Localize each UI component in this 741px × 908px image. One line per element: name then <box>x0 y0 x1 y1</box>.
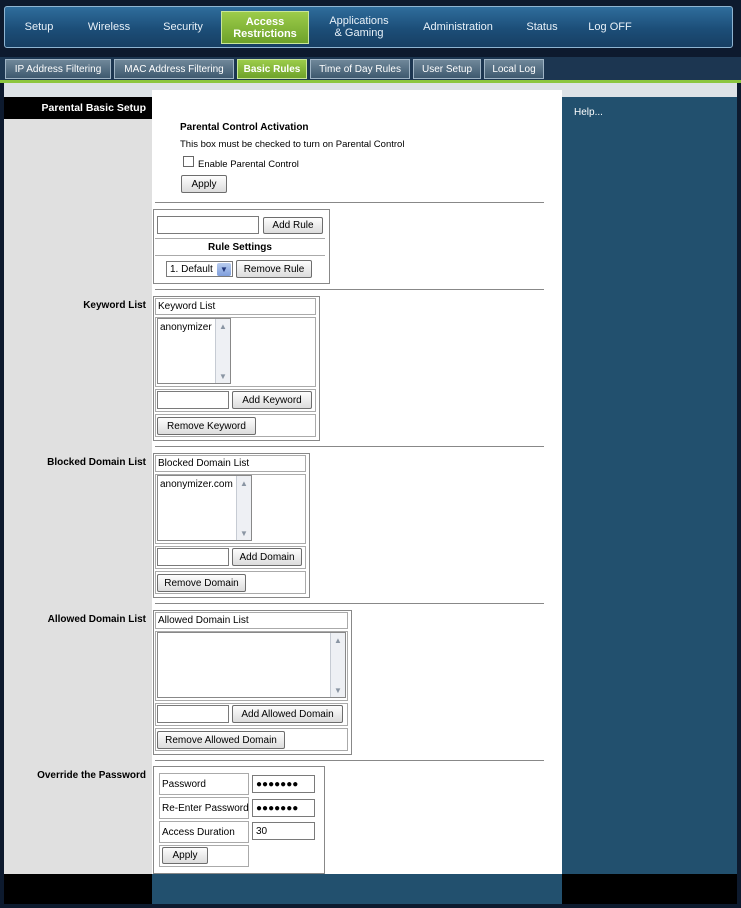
scroll-down-icon[interactable]: ▼ <box>219 371 227 381</box>
add-keyword-button[interactable]: Add Keyword <box>232 391 312 409</box>
top-navigation <box>4 6 733 48</box>
divider <box>155 289 544 290</box>
override-password-label: Override the Password <box>37 770 146 781</box>
blocked-domain-list-header: Blocked Domain List <box>155 455 306 472</box>
allowed-domain-scrollbar[interactable] <box>330 633 345 697</box>
activation-title: Parental Control Activation <box>180 122 309 133</box>
remove-allowed-domain-button[interactable]: Remove Allowed Domain <box>157 731 285 749</box>
scroll-up-icon[interactable]: ▲ <box>219 321 227 331</box>
keyword-listbox[interactable] <box>157 318 231 384</box>
password-input[interactable]: ●●●●●●● <box>252 775 315 793</box>
divider <box>155 603 544 604</box>
rule-name-input[interactable] <box>157 216 259 234</box>
scroll-up-icon[interactable]: ▲ <box>334 635 342 645</box>
tab-basic-rules[interactable]: Basic Rules <box>237 59 307 79</box>
tab-mac-address-filtering[interactable]: MAC Address Filtering <box>114 59 234 79</box>
add-allowed-domain-button[interactable]: Add Allowed Domain <box>232 705 343 723</box>
rule-select-value: 1. Default <box>170 263 213 275</box>
scroll-down-icon[interactable]: ▼ <box>240 528 248 538</box>
blocked-domain-scrollbar[interactable] <box>236 476 251 540</box>
nav-status[interactable]: Status <box>526 21 558 33</box>
password-apply-button[interactable]: Apply <box>162 847 208 864</box>
tab-local-log[interactable]: Local Log <box>484 59 544 79</box>
scroll-down-icon[interactable]: ▼ <box>334 685 342 695</box>
blocked-domain-input[interactable] <box>157 548 229 566</box>
remove-keyword-button[interactable]: Remove Keyword <box>157 417 256 435</box>
nav-wireless[interactable]: Wireless <box>87 21 131 33</box>
nav-applications-gaming[interactable]: Applications & Gaming <box>329 15 389 39</box>
reenter-password-label: Re-Enter Password <box>159 797 249 819</box>
tab-ip-address-filtering[interactable]: IP Address Filtering <box>5 59 111 79</box>
remove-rule-button[interactable]: Remove Rule <box>236 260 312 278</box>
enable-parental-control-checkbox[interactable] <box>183 156 194 167</box>
section-header-title: Parental Basic Setup <box>41 102 146 114</box>
nav-access-restrictions[interactable]: Access Restrictions <box>221 11 309 44</box>
enable-parental-control-label: Enable Parental Control <box>198 159 299 170</box>
keyword-input[interactable] <box>157 391 229 409</box>
divider <box>155 446 544 447</box>
tab-time-of-day-rules[interactable]: Time of Day Rules <box>310 59 410 79</box>
sub-tabs <box>0 57 741 81</box>
activation-note: This box must be checked to turn on Parental Control <box>180 139 405 150</box>
allowed-domain-list-label: Allowed Domain List <box>47 614 146 625</box>
allowed-domain-list-header: Allowed Domain List <box>155 612 348 629</box>
rule-select[interactable] <box>166 261 233 277</box>
chevron-down-icon: ▼ <box>217 263 231 276</box>
tab-user-setup[interactable]: User Setup <box>413 59 481 79</box>
keyword-scrollbar[interactable] <box>215 319 230 383</box>
keyword-item[interactable]: anonymizer <box>160 322 212 333</box>
reenter-password-input[interactable]: ●●●●●●● <box>252 799 315 817</box>
allowed-domain-input[interactable] <box>157 705 229 723</box>
help-panel <box>562 97 737 874</box>
section-header <box>4 97 152 119</box>
left-panel <box>4 97 152 874</box>
add-domain-button[interactable]: Add Domain <box>232 548 302 566</box>
divider <box>155 760 544 761</box>
activation-apply-button[interactable]: Apply <box>181 175 227 193</box>
help-link[interactable]: Help... <box>574 107 603 118</box>
rule-settings-header: Rule Settings <box>155 238 325 256</box>
keyword-list-header: Keyword List <box>155 298 316 315</box>
nav-log-off[interactable]: Log OFF <box>588 21 632 33</box>
remove-domain-button[interactable]: Remove Domain <box>157 574 246 592</box>
divider <box>155 202 544 203</box>
allowed-domain-listbox[interactable] <box>157 632 346 698</box>
nav-security[interactable]: Security <box>163 21 203 33</box>
keyword-list-label: Keyword List <box>83 300 146 311</box>
blocked-domain-listbox[interactable] <box>157 475 252 541</box>
add-rule-button[interactable]: Add Rule <box>263 217 323 234</box>
blocked-domain-item[interactable]: anonymizer.com <box>160 479 233 490</box>
nav-setup[interactable]: Setup <box>24 21 54 33</box>
footer-content <box>152 874 562 904</box>
blocked-domain-list-label: Blocked Domain List <box>47 457 146 468</box>
nav-administration[interactable]: Administration <box>423 21 493 33</box>
password-label: Password <box>159 773 249 795</box>
access-duration-input[interactable]: 30 <box>252 822 315 840</box>
access-duration-label: Access Duration <box>159 821 249 843</box>
scroll-up-icon[interactable]: ▲ <box>240 478 248 488</box>
